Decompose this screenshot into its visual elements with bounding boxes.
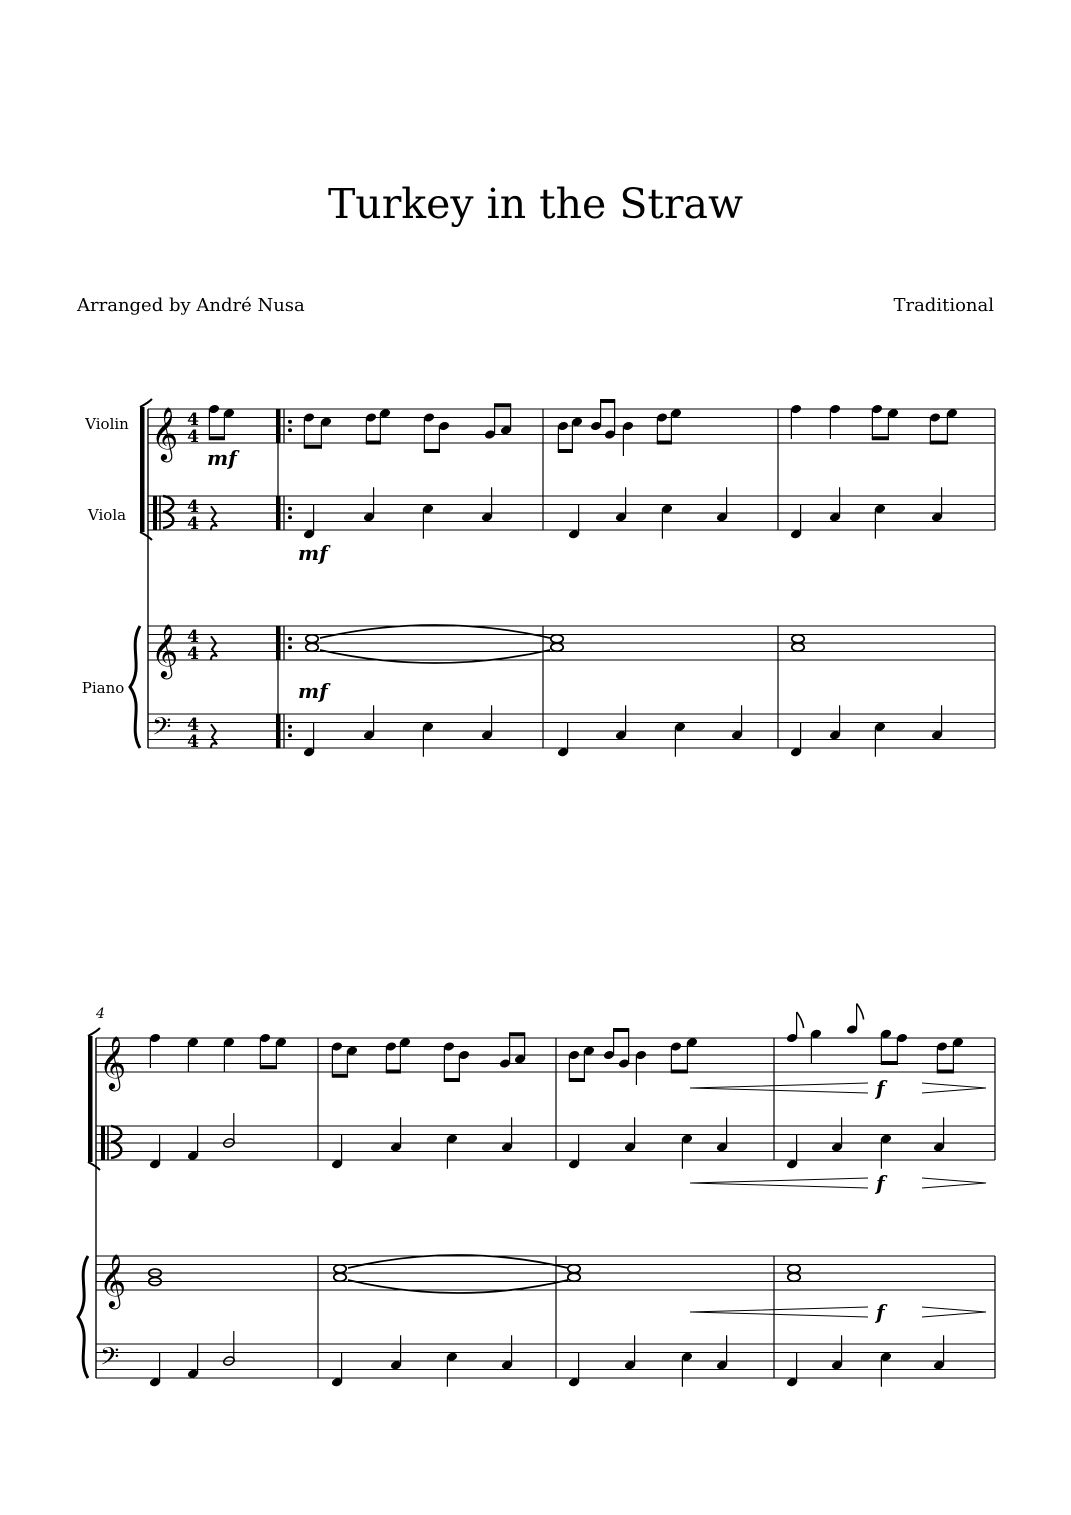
beam [332,1074,348,1078]
system-bracket-hook [88,1162,100,1170]
bass-clef: 𝄢 [100,1342,120,1378]
dynamic-mf: mf [298,541,328,565]
time-signature-bottom: 4 [187,732,199,752]
notehead-open [334,1265,346,1273]
notehead-open [568,1265,580,1273]
crescendo-hairpin [690,1307,868,1317]
time-signature-bottom: 4 [187,644,199,664]
beam [260,1065,277,1069]
dynamic-mf: mf [298,679,328,703]
beam [657,441,672,445]
measure-number: 4 [96,1006,105,1022]
system-bracket-hook [140,532,152,540]
quarter-rest [211,724,217,748]
repeat-dot [288,637,292,641]
repeat-dot [288,515,292,519]
treble-clef: 𝄞 [151,623,179,677]
beam [937,1070,954,1074]
diminuendo-hairpin [922,1307,986,1317]
notehead-open [792,643,804,651]
repeat-dot [288,420,292,424]
dynamic-f: f [876,1300,885,1324]
beam [366,441,381,445]
beam [600,399,615,403]
beam [613,1028,629,1032]
notehead-open [788,1273,800,1281]
repeat-dot [288,733,292,737]
notehead-open [792,635,804,643]
time-signature-top: 4 [187,627,199,647]
system-bracket [140,407,145,532]
beam [424,449,440,453]
beam [881,1061,898,1065]
quarter-rest [211,506,217,530]
alto-clef-bar [153,496,157,530]
notehead-open [788,1265,800,1273]
repeat-dot [288,507,292,511]
dynamic-mf: mf [207,446,237,470]
time-signature-top: 4 [187,410,199,430]
notehead-open [334,1273,346,1281]
beam [209,436,225,440]
diminuendo-hairpin [922,1178,986,1188]
beam [569,1078,585,1082]
instrument-label-violin: Violin [85,415,129,433]
composer-credit: Traditional [893,295,994,316]
piano-brace [130,626,140,748]
treble-clef: 𝄞 [99,1253,127,1307]
repeat-dot [288,428,292,432]
arranger-credit: Arranged by André Nusa [77,295,305,316]
notehead-open [306,643,318,651]
diminuendo-hairpin [922,1083,986,1093]
beam [444,1078,460,1082]
quarter-rest [211,636,217,660]
beam [930,441,948,445]
repeat-dot [288,725,292,729]
beam [509,1032,525,1036]
beam [304,445,322,449]
time-signature-bottom: 4 [187,427,199,447]
system-1 [82,399,995,758]
treble-clef: 𝄞 [151,406,179,460]
system-2 [78,1004,995,1388]
notehead-open [551,643,563,651]
time-signature-top: 4 [187,715,199,735]
crescendo-hairpin [690,1083,868,1093]
treble-clef: 𝄞 [99,1035,127,1089]
score-title: Turkey in the Straw [327,180,744,228]
crescendo-hairpin [690,1178,868,1188]
dynamic-f: f [876,1076,885,1100]
notehead-open [568,1273,580,1281]
piano-brace [78,1256,88,1378]
time-signature-top: 4 [187,497,199,517]
alto-clef [111,1126,121,1158]
tie [320,625,550,638]
instrument-label-viola: Viola [87,506,127,524]
tie [348,1255,568,1268]
note-flag [857,1004,864,1020]
instrument-label-piano: Piano [81,679,125,697]
notehead-open [551,635,563,643]
dynamic-f: f [876,1171,885,1195]
note-flag [797,1012,804,1028]
time-signature-bottom: 4 [187,514,199,534]
notehead-open [306,635,318,643]
system-bracket [88,1036,93,1162]
beam [558,449,573,453]
beam [386,1070,401,1074]
beam [494,403,511,407]
beam [671,1070,688,1074]
alto-clef-bar [101,1126,105,1160]
beam [872,436,889,440]
repeat-dot [288,645,292,649]
alto-clef [163,496,173,528]
bass-clef: 𝄢 [152,712,172,748]
